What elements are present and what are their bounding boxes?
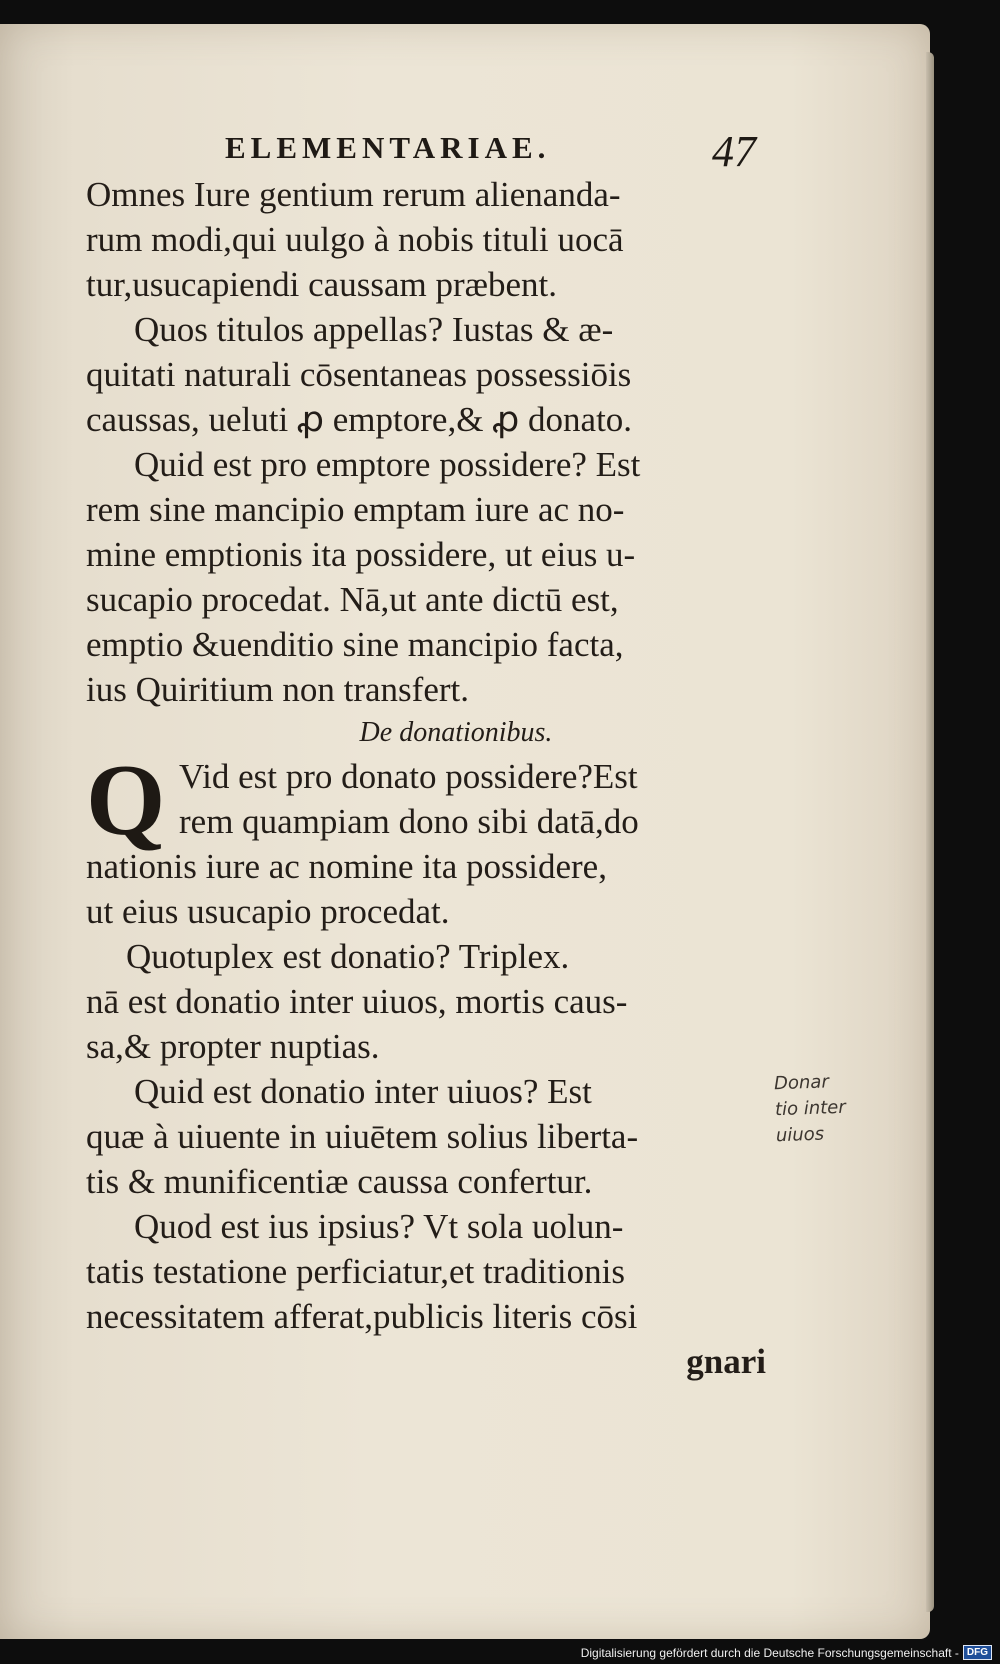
text-block-2 bbox=[86, 844, 786, 1339]
text-line: ius Quiritium non transfert. bbox=[86, 670, 470, 709]
text-line: Omnes Iure gentium rerum alienanda- bbox=[86, 175, 621, 214]
text-line: nā est donatio inter uiuos, mortis caus- bbox=[86, 982, 628, 1021]
running-head: ELEMENTARIAE. bbox=[225, 130, 551, 165]
text-block-1 bbox=[86, 172, 786, 712]
text-line: Quid est pro emptore possidere? Est bbox=[134, 445, 641, 484]
page-edge bbox=[926, 52, 934, 1612]
text-line: Vid est pro donato possidere?Est bbox=[179, 757, 638, 796]
text-line: Quid est donatio inter uiuos? Est bbox=[134, 1072, 592, 1111]
text-line: tis & munificentiæ caussa confertur. bbox=[86, 1162, 593, 1201]
margin-note-line: tio inter bbox=[774, 1096, 847, 1121]
text-line: Quotuplex est donatio? Triplex. bbox=[126, 937, 570, 976]
text-line: tur,usucapiendi caussam præbent. bbox=[86, 265, 557, 304]
footer-credit-text: Digitalisierung gefördert durch die Deutsche Forschungsgemeinschaft - bbox=[580, 1645, 959, 1660]
section-heading: De donationibus. bbox=[359, 717, 553, 748]
drop-cap: Q bbox=[86, 744, 166, 857]
text-line: rum modi,qui uulgo à nobis tituli uocā bbox=[86, 220, 624, 259]
margin-note-line: uiuos bbox=[775, 1123, 825, 1147]
catchword: gnari bbox=[686, 1342, 766, 1381]
dfg-logo: DFG bbox=[963, 1645, 992, 1660]
text-line: Quod est ius ipsius? Vt sola uolun- bbox=[134, 1207, 624, 1246]
main-text bbox=[86, 172, 786, 1384]
text-line: tatis testatione perficiatur,et traditionis bbox=[86, 1252, 625, 1291]
text-line: caussas, ueluti ꝓ emptore,& ꝓ donato. bbox=[86, 400, 633, 439]
margin-note-line: Donar bbox=[773, 1071, 830, 1095]
text-line: sa,& propter nuptias. bbox=[86, 1027, 380, 1066]
text-line: emptio &uenditio sine mancipio facta, bbox=[86, 625, 624, 664]
page-number: 47 bbox=[712, 127, 756, 176]
handwritten-margin-note bbox=[774, 1069, 847, 1149]
drop-cap-block bbox=[86, 744, 786, 857]
text-line: necessitatem afferat,publicis literis cōsi bbox=[86, 1297, 638, 1336]
text-line: ut eius usucapio procedat. bbox=[86, 892, 450, 931]
text-line: rem sine mancipio emptam iure ac no- bbox=[86, 490, 625, 529]
text-line: mine emptionis ita possidere, ut eius u- bbox=[86, 535, 636, 574]
text-line: sucapio procedat. Nā,ut ante dictū est, bbox=[86, 580, 619, 619]
text-line: quæ à uiuente in uiuētem solius liberta- bbox=[86, 1117, 639, 1156]
text-line: Quos titulos appellas? Iustas & æ- bbox=[134, 310, 614, 349]
text-line: rem quampiam dono sibi datā,do bbox=[179, 802, 639, 841]
text-line: nationis iure ac nomine ita possidere, bbox=[86, 847, 607, 886]
footer-credit bbox=[581, 1645, 992, 1660]
text-line: quitati naturali cōsentaneas possessiōis bbox=[86, 355, 632, 394]
